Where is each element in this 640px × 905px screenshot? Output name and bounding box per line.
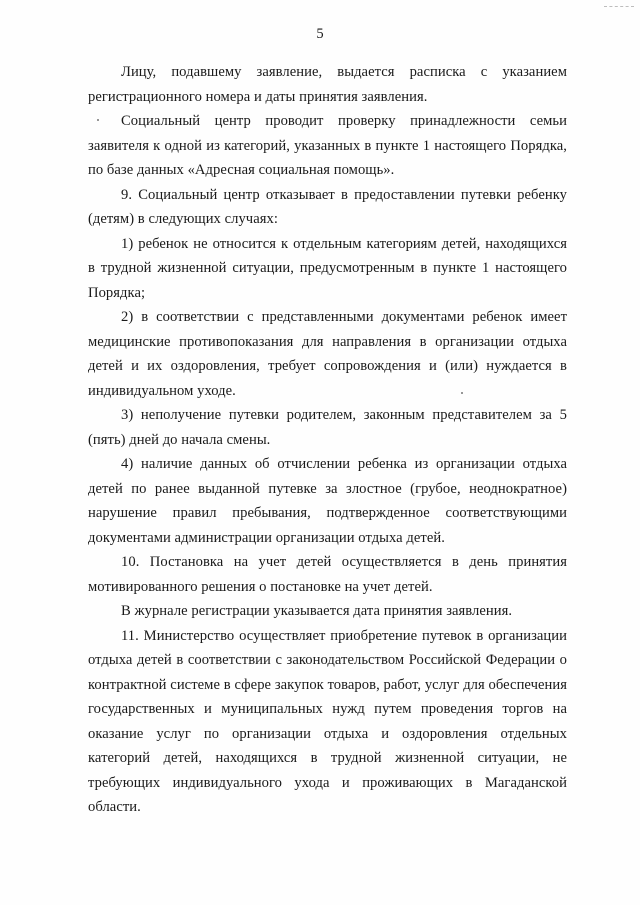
paragraph-receipt: Лицу, подавшему заявление, выдается расписка с указанием регистрационного номера и даты принятия заявления. — [88, 64, 567, 105]
paragraph-item-9-3: 3) неполучение путевки родителем, законным представителем за 5 (пять) дней до начала смены. — [88, 407, 567, 448]
paragraph-item-9-4: 4) наличие данных об отчислении ребенка из организации отдыха детей по ранее выданной путевке за злостное (грубое, неоднократное) нарушение правил пребывания, подтвержденное соответствующими документами администрации организации отдыха детей. — [88, 456, 567, 546]
paragraph-item-9-1: 1) ребенок не относится к отдельным категориям детей, находящихся в трудной жизненной ситуации, предусмотренным в пункте 1 настоящего Порядка; — [88, 235, 567, 301]
paragraph-registration-journal: В журнале регистрации указывается дата принятия заявления. — [121, 603, 513, 619]
paragraph-item-10: 10. Постановка на учет детей осуществляется в день принятия мотивированного решения о постановке на учет детей. — [88, 554, 567, 595]
page-number: 5 — [316, 26, 324, 42]
scan-artifact — [604, 6, 634, 8]
paragraph-item-11: 11. Министерство осуществляет приобретение путевок в организации отдыха детей в соответствии с законодательством Российской Федерации о контрактной системе в сфере закупок товаров, работ, услуг для обеспечения государственных и муниципальных нужд путем проведения торгов на оказание услуг по организации отдыха и оздоровления отдельных категорий детей, находящихся в трудной жизненной ситуации, не требующих индивидуального ухода и проживающих в Магаданской области. — [88, 627, 567, 815]
paragraph-verification: Социальный центр проводит проверку принадлежности семьи заявителя к одной из категорий, указанных в пункте 1 настоящего Порядка, по базе данных «Адресная социальная помощь». — [88, 113, 567, 178]
document-body — [88, 60, 567, 820]
paragraph-item-9: 9. Социальный центр отказывает в предоставлении путевки ребенку (детям) в следующих случаях: — [88, 186, 567, 227]
paragraph-item-9-2: 2) в соответствии с представленными документами ребенок имеет медицинские противопоказания для направления в организации отдыха детей и их оздоровления, требует сопровождения и (или) нуждается в индивидуальном уходе. — [88, 309, 567, 399]
